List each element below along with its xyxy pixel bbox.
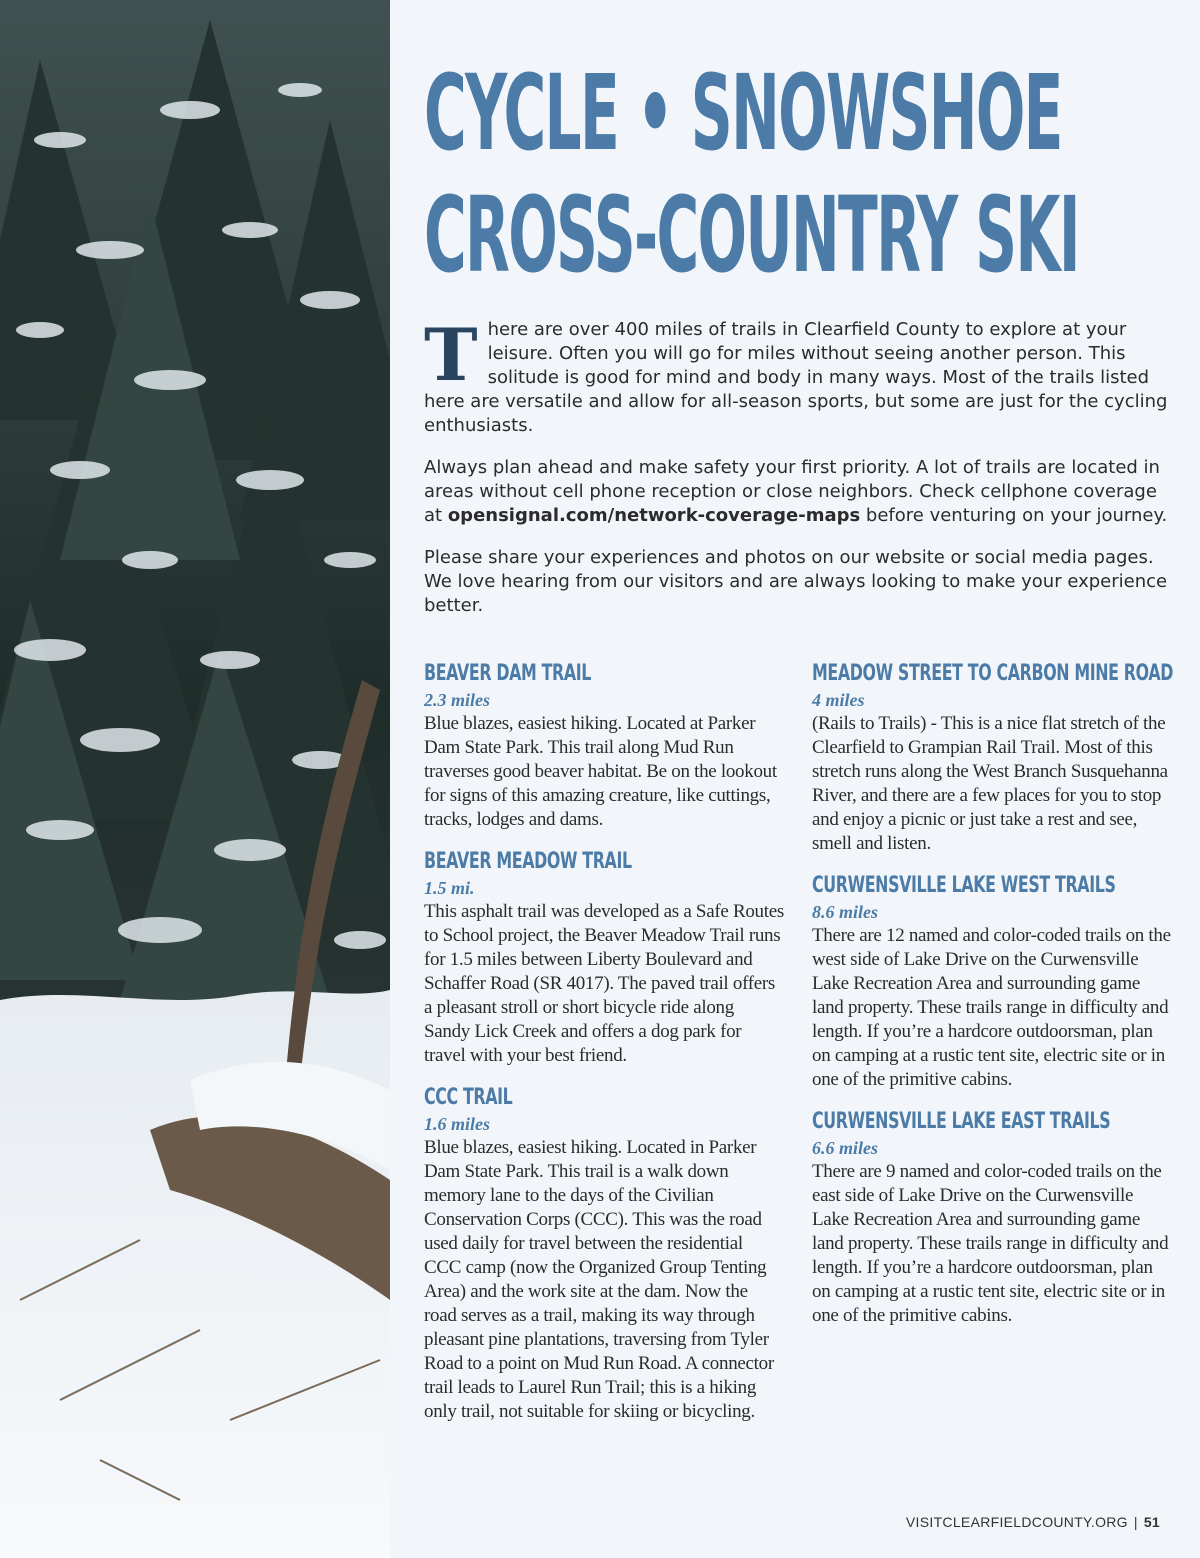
intro-paragraph-3: Please share your experiences and photos on our website or social media pages. We love hearing from our visitors and are always looking to make your experience better. [424, 547, 1168, 616]
trail-entry [812, 1108, 1172, 1328]
page-number: 51 [1143, 1514, 1160, 1530]
trail-entry [424, 660, 784, 832]
trail-distance: 1.6 miles [424, 1114, 490, 1134]
trail-entry [812, 660, 1172, 856]
trail-name: BEAVER MEADOW TRAIL [424, 849, 632, 874]
headline-line-2: CROSS-COUNTRY SKI [424, 174, 1079, 296]
drop-cap: T [424, 312, 478, 397]
trail-entry [812, 872, 1172, 1092]
trail-description: There are 12 named and color-coded trails on the west side of Lake Drive on the Curwensville Lake Recreation Area and surrounding game land property. These trails range in difficulty and length. If you’re a hardcore outdoorsman, plan on camping at a rustic tent site, electric site or in one of the primitive cabins. [812, 925, 1171, 1090]
trail-description: Blue blazes, easiest hiking. Located in Parker Dam State Park. This trail is a walk down memory lane to the days of the Civilian Conservation Corps (CCC). This was the road used daily for travel between the residential CCC camp (now the Organized Group Tenting Area) and the work site at the dam. Now the road serves as a trail, making its way through pleasant pine plantations, traversing from Tyler Road to a point on Mud Run Road. A connector trail leads to Laurel Run Trail; this is a hiking only trail, not suitable for skiing or bicycling. [424, 1137, 774, 1422]
trail-name: BEAVER DAM TRAIL [424, 661, 592, 686]
trail-name: MEADOW STREET TO CARBON MINE ROAD [812, 661, 1174, 686]
trail-name: CURWENSVILLE LAKE WEST TRAILS [812, 873, 1116, 898]
trail-distance: 4 miles [812, 690, 865, 710]
trail-distance: 1.5 mi. [424, 878, 475, 898]
trail-entry [424, 848, 784, 1068]
trail-distance: 6.6 miles [812, 1138, 878, 1158]
trail-description: There are 9 named and color-coded trails on the east side of Lake Drive on the Curwensville Lake Recreation Area and surrounding game land property. These trails range in difficulty and length. If you’re a hardcore outdoorsman, plan on camping at a rustic tent site, electric site or in one of the primitive cabins. [812, 1161, 1169, 1326]
trail-entry [424, 1084, 784, 1424]
trail-name: CURWENSVILLE LAKE EAST TRAILS [812, 1109, 1111, 1134]
trail-name: CCC TRAIL [424, 1085, 513, 1110]
trail-distance: 8.6 miles [812, 902, 878, 922]
snowy-forest-photo [0, 0, 390, 1558]
trail-column-left [424, 660, 784, 1440]
footer-website[interactable]: VISITCLEARFIELDCOUNTY.ORG [905, 1514, 1128, 1530]
trail-description: This asphalt trail was developed as a Safe Routes to School project, the Beaver Meadow Trail runs for 1.5 miles between Liberty Boulevard and Schaffer Road (SR 4017). The paved trail offers a pleasant stroll or short bicycle ride along Sandy Lick Creek and offers a dog park for travel with your best friend. [424, 901, 784, 1066]
footer-separator: | [1133, 1514, 1138, 1530]
intro-text [424, 312, 1169, 636]
intro-paragraph-2: Always plan ahead and make safety your first priority. A lot of trails are located in areas without cell phone reception or close neighbors. Check cellphone coverage at opensignal.com/network-coverage-maps before venturing on your journey. [424, 457, 1168, 526]
trail-distance: 2.3 miles [424, 690, 490, 710]
coverage-map-link[interactable]: opensignal.com/network-coverage-maps [447, 505, 861, 526]
trail-description: Blue blazes, easiest hiking. Located at Parker Dam State Park. This trail along Mud Run traverses good beaver habitat. Be on the lookout for signs of this amazing creature, like cuttings, tracks, lodges and dams. [424, 713, 777, 830]
trail-description: (Rails to Trails) - This is a nice flat stretch of the Clearfield to Grampian Rail Trail. Most of this stretch runs along the West Branch Susquehanna River, and there are a few places for you to stop and enjoy a picnic or just take a rest and see, smell and listen. [812, 713, 1168, 854]
page-title [424, 52, 1079, 296]
intro-paragraph-1: There are over 400 miles of trails in Clearfield County to explore at your leisure. Often you will go for miles without seeing another person. This solitude is good for mind and body in many ways. Most of the trails listed here are versatile and allow for all-season sports, but some are just for the cycling enthusiasts. [424, 312, 1168, 436]
headline-line-1: CYCLE • SNOWSHOE [424, 52, 1062, 174]
page-footer [906, 1514, 1160, 1530]
trail-column-right [812, 660, 1172, 1344]
